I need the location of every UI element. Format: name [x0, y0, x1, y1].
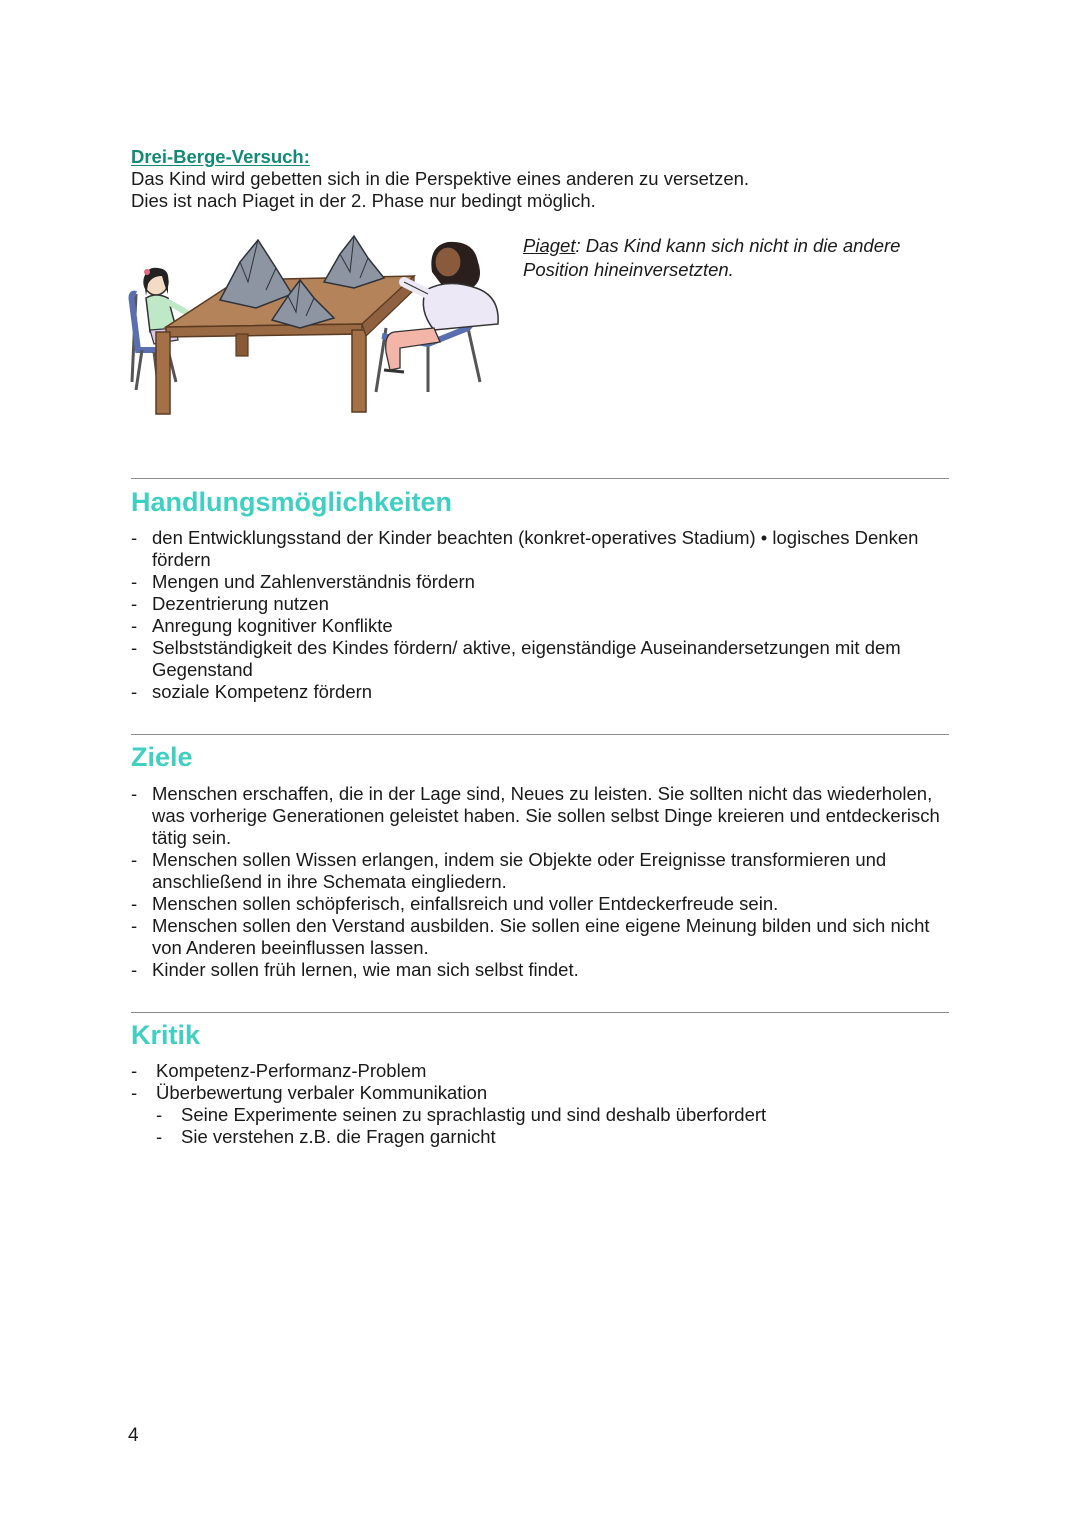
quote-label: Piaget: [523, 235, 576, 256]
list-item: - den Entwicklungsstand der Kinder beachten (konkret-operatives Stadium) • logisches Denken fördern: [131, 527, 951, 571]
intro-heading: Drei-Berge-Versuch:: [131, 146, 310, 167]
list-item: [131, 1082, 951, 1148]
list-item: - Dezentrierung nutzen: [131, 593, 951, 615]
list-item: - Menschen sollen schöpferisch, einfallsreich und voller Entdeckerfreude sein.: [131, 893, 951, 915]
sub-list-item: - Sie verstehen z.B. die Fragen garnicht: [156, 1126, 951, 1148]
sub-list-item: - Seine Experimente seinen zu sprachlastig und sind deshalb überfordert: [156, 1104, 951, 1126]
piaget-quote: [523, 234, 953, 282]
list-item-text: Überbewertung verbaler Kommunikation: [156, 1082, 488, 1103]
section-title-kritik: Kritik: [131, 1020, 201, 1050]
kritik-list: [131, 1060, 951, 1148]
list-item: - Kompetenz-Performanz-Problem: [131, 1060, 951, 1082]
three-mountains-illustration: [128, 232, 508, 417]
list-item: - Selbstständigkeit des Kindes fördern/ aktive, eigenständige Auseinandersetzungen mit dem Gegenstand: [131, 637, 951, 681]
child-figure: [376, 242, 498, 392]
intro-line: Dies ist nach Piaget in der 2. Phase nur bedingt möglich.: [131, 190, 596, 211]
page-number: 4: [128, 1425, 139, 1446]
ziele-list: [131, 783, 951, 981]
list-item: - Menschen sollen den Verstand ausbilden. Sie sollen eine eigene Meinung bilden und sich nicht von Anderen beeinflussen lassen.: [131, 915, 951, 959]
list-item: - Menschen erschaffen, die in der Lage sind, Neues zu leisten. Sie sollten nicht das wiederholen, was vorherige Generationen geleistet haben. Sie sollen selbst Dinge kreieren und entdeckerisch tätig sein.: [131, 783, 951, 849]
quote-text: : Das Kind kann sich nicht in die andere Position hineinversetzten.: [523, 235, 901, 280]
list-item: - soziale Kompetenz fördern: [131, 681, 951, 703]
intro-block: [131, 146, 749, 212]
section-title-handlungsmoeglichkeiten: Handlungsmöglichkeiten: [131, 487, 453, 517]
section-title-ziele: Ziele: [131, 742, 193, 772]
section-divider: [131, 478, 949, 479]
section-divider: [131, 734, 949, 735]
list-item: - Menschen sollen Wissen erlangen, indem sie Objekte oder Ereignisse transformieren und anschließend in ihre Schemata eingliedern.: [131, 849, 951, 893]
list-item: - Anregung kognitiver Konflikte: [131, 615, 951, 637]
list-item: - Mengen und Zahlenverständnis fördern: [131, 571, 951, 593]
kritik-sublist: [156, 1104, 951, 1148]
handlungsmoeglichkeiten-list: [131, 527, 951, 703]
intro-line: Das Kind wird gebetten sich in die Perspektive eines anderen zu versetzen.: [131, 168, 750, 189]
section-divider: [131, 1012, 949, 1013]
list-item: - Kinder sollen früh lernen, wie man sich selbst findet.: [131, 959, 951, 981]
